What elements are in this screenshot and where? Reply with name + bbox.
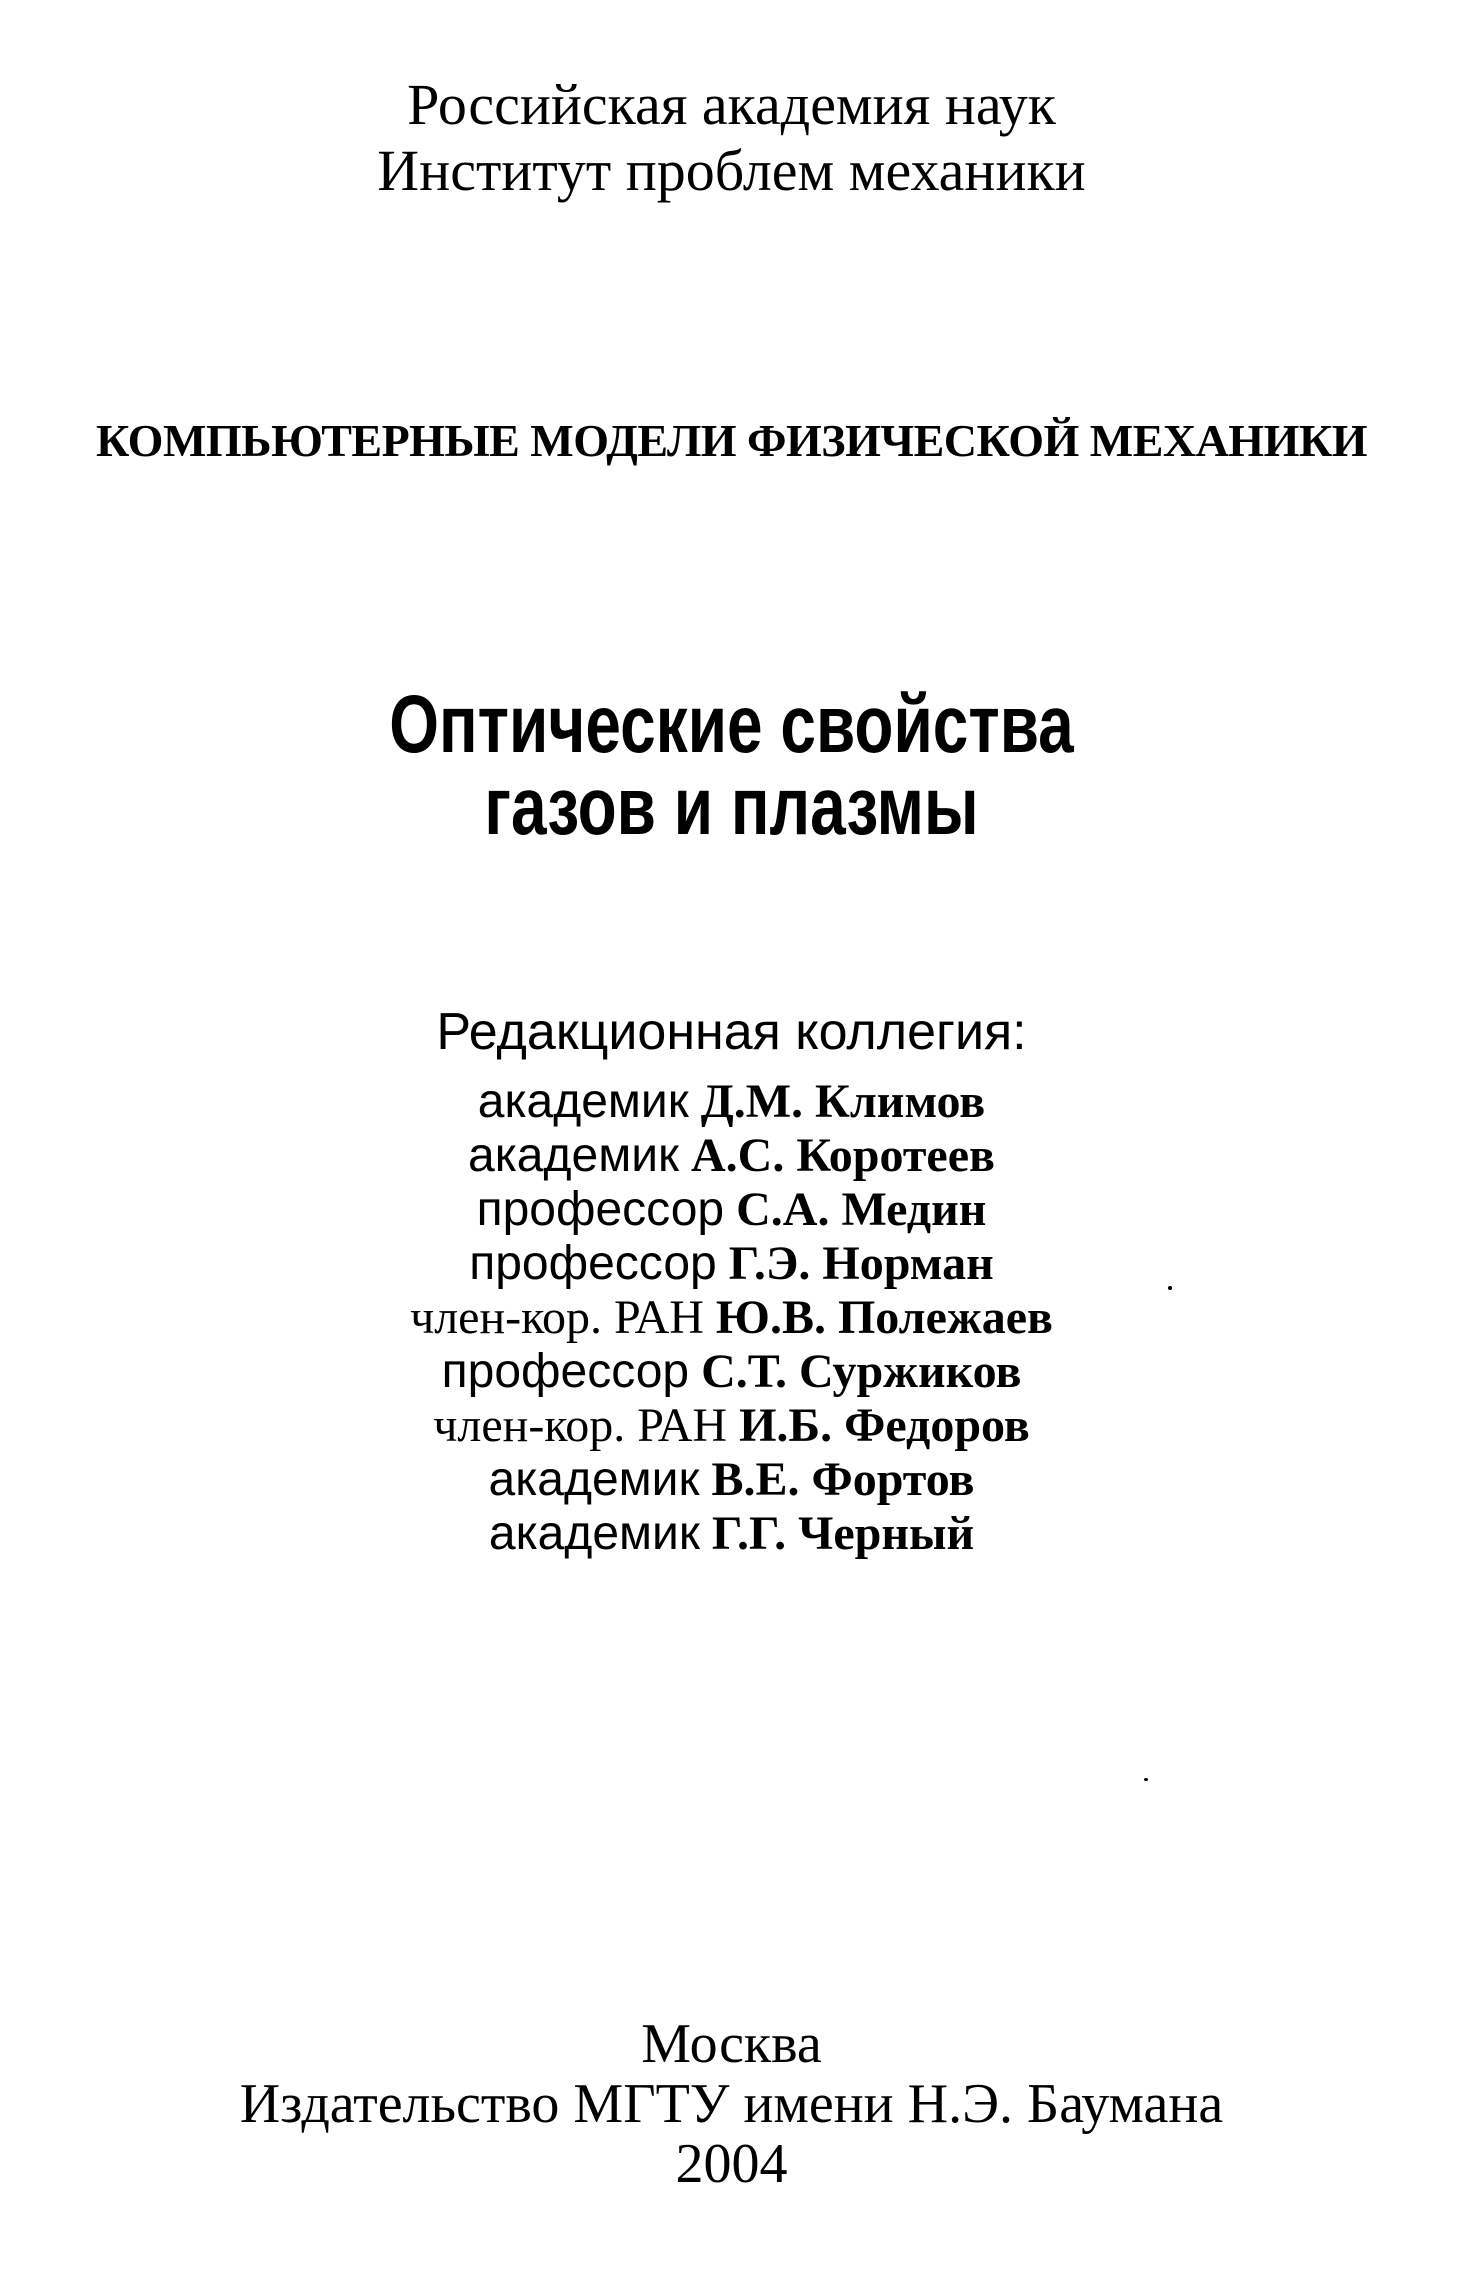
board-member [0, 1237, 1463, 1290]
academy-name: Российская академия наук [407, 72, 1056, 137]
member-name: С.А. Медин [736, 1183, 987, 1236]
editorial-board-heading: Редакционная коллегия: [436, 1003, 1027, 1061]
member-name: С.Т. Суржиков [701, 1345, 1022, 1398]
member-name: И.Б. Федоров [739, 1399, 1030, 1452]
member-rank: профессор [469, 1237, 717, 1290]
book-title-line-1: Оптические свойства [389, 679, 1074, 770]
board-member [0, 1453, 1463, 1506]
member-rank: член-кор. РАН [433, 1399, 728, 1452]
member-name: Г.Э. Норман [728, 1237, 994, 1290]
scan-speck [1144, 1778, 1148, 1781]
institute-name: Институт проблем механики [377, 138, 1086, 203]
board-member [0, 1507, 1463, 1560]
member-rank: член-кор. РАН [410, 1291, 704, 1344]
series-title: КОМПЬЮТЕРНЫЕ МОДЕЛИ ФИЗИЧЕСКОЙ МЕХАНИКИ [95, 415, 1368, 466]
board-member [0, 1291, 1463, 1344]
member-rank: академик [468, 1129, 680, 1182]
board-member [0, 1183, 1463, 1236]
member-rank: академик [488, 1453, 700, 1506]
member-name: Г.Г. Черный [711, 1507, 975, 1560]
member-name: Ю.В. Полежаев [715, 1291, 1053, 1344]
book-title-line-2: газов и плазмы [484, 761, 979, 852]
member-rank: академик [488, 1507, 700, 1560]
board-member [0, 1075, 1463, 1128]
member-name: А.С. Коротеев [691, 1129, 995, 1182]
imprint-year: 2004 [675, 2133, 788, 2195]
member-name: В.Е. Фортов [711, 1453, 975, 1506]
imprint-publisher: Издательство МГТУ имени Н.Э. Баумана [239, 2073, 1224, 2135]
imprint-city: Москва [641, 2013, 822, 2075]
member-name: Д.М. Климов [700, 1075, 986, 1128]
member-rank: профессор [476, 1183, 725, 1236]
member-rank: академик [477, 1075, 689, 1128]
board-member [0, 1345, 1463, 1398]
member-rank: профессор [441, 1345, 690, 1398]
scan-speck [1168, 1286, 1172, 1290]
board-member [0, 1129, 1463, 1182]
board-member [0, 1399, 1463, 1452]
